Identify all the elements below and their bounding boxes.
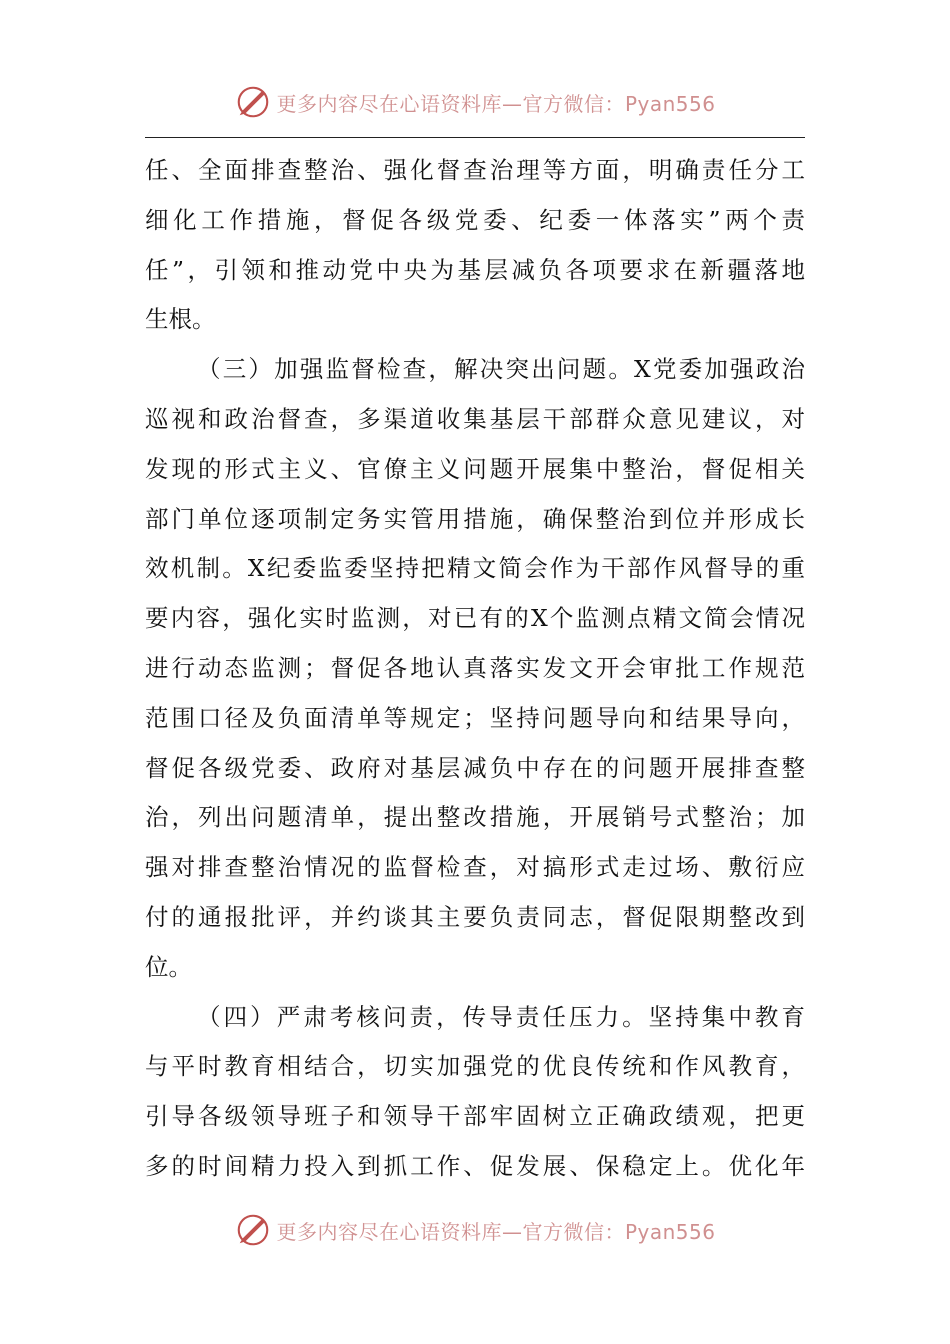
text-line: 部门单位逐项制定务实管用措施，确保整治到位并形成长 xyxy=(145,504,805,533)
text-line: 任、全面排查整治、强化督查治理等方面，明确责任分工 xyxy=(145,156,805,184)
text-line: （四）严肃考核问责，传导责任压力。坚持集中教育 xyxy=(197,1002,805,1031)
pen-logo-icon xyxy=(234,83,272,121)
paragraph xyxy=(145,345,805,992)
text-line: 生根。 xyxy=(145,305,216,334)
footer-banner xyxy=(0,1208,950,1252)
text-line: 引导各级领导班子和领导干部牢固树立正确政绩观，把更 xyxy=(145,1102,805,1131)
text-line: 强对排查整治情况的监督检查，对搞形式走过场、敷衍应 xyxy=(145,853,805,882)
paragraph xyxy=(145,993,805,1192)
text-line: 多的时间精力投入到抓工作、促发展、保稳定上。优化年 xyxy=(145,1151,805,1180)
text-line: 进行动态监测；督促各地认真落实发文开会审批工作规范 xyxy=(145,653,805,682)
header-divider xyxy=(145,137,805,138)
text-line: 督促各级党委、政府对基层减负中存在的问题开展排查整 xyxy=(145,753,805,782)
pen-logo-icon xyxy=(234,1211,272,1249)
text-line: 范围口径及负面清单等规定；坚持问题导向和结果导向， xyxy=(145,703,805,732)
header-banner xyxy=(0,80,950,124)
text-line: 巡视和政治督查，多渠道收集基层干部群众意见建议，对 xyxy=(145,404,805,433)
text-line: 付的通报批评，并约谈其主要负责同志，督促限期整改到 xyxy=(145,902,805,931)
paragraph xyxy=(145,146,805,345)
text-line: （三）加强监督检查，解决突出问题。X党委加强政治 xyxy=(197,355,805,384)
text-line: 与平时教育相结合，切实加强党的优良传统和作风教育， xyxy=(145,1052,805,1081)
banner-text: 更多内容尽在心语资料库—官方微信：Pyan556 xyxy=(276,91,716,116)
text-line: 要内容，强化实时监测，对已有的X个监测点精文简会情况 xyxy=(145,604,805,633)
text-line: 位。 xyxy=(145,952,192,981)
text-line: 任”，引领和推动党中央为基层减负各项要求在新疆落地 xyxy=(145,255,805,284)
text-line: 治，列出问题清单，提出整改措施，开展销号式整治；加 xyxy=(145,803,805,832)
text-line: 细化工作措施，督促各级党委、纪委一体落实”两个责 xyxy=(145,205,805,234)
text-line: 发现的形式主义、官僚主义问题开展集中整治，督促相关 xyxy=(145,454,805,483)
banner-text: 更多内容尽在心语资料库—官方微信：Pyan556 xyxy=(276,1219,716,1244)
text-line: 效机制。X纪委监委坚持把精文简会作为干部作风督导的重 xyxy=(145,554,805,583)
document-body xyxy=(145,146,805,1192)
